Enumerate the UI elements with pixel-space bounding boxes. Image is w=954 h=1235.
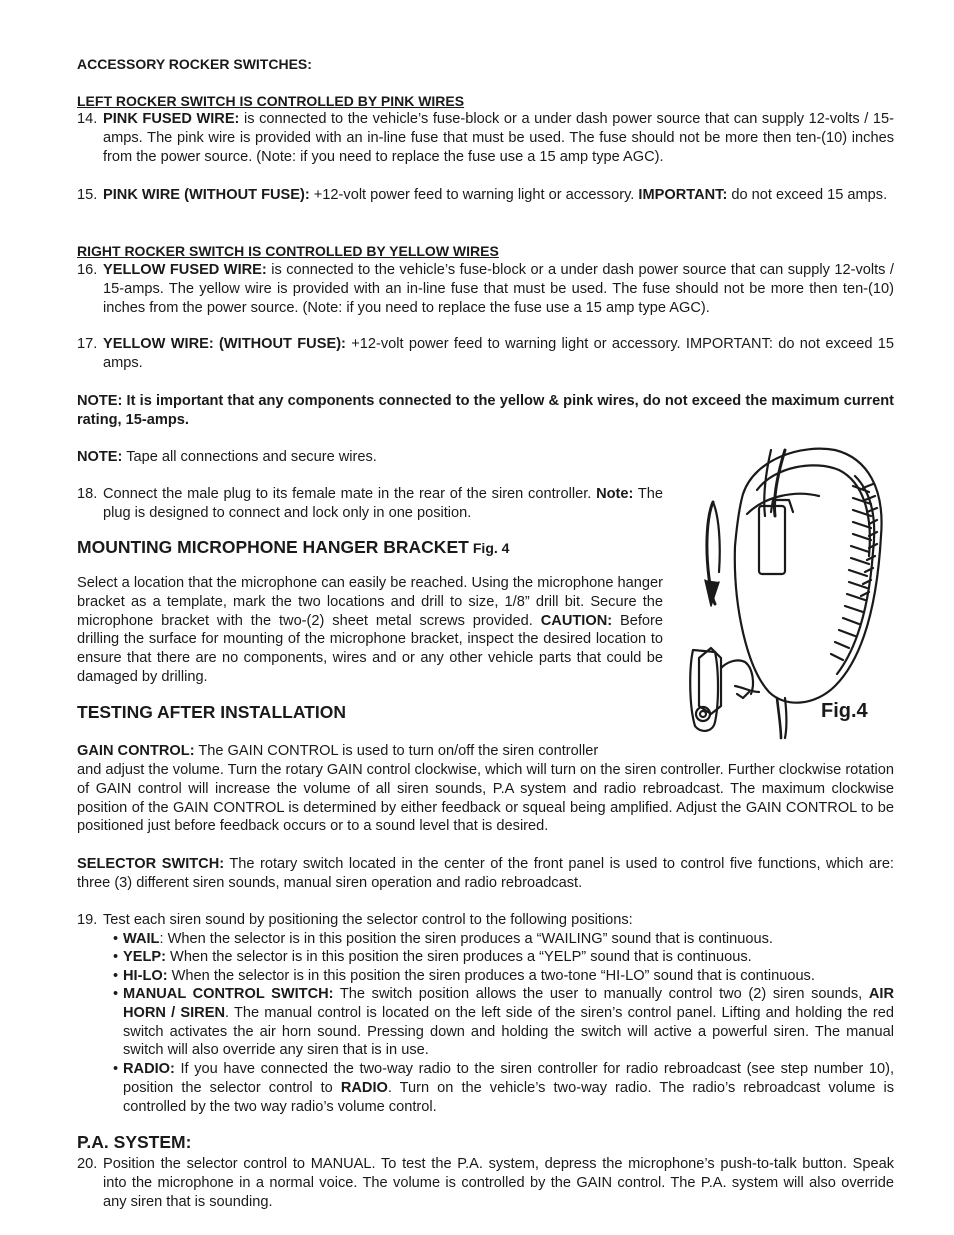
bullet-dot: • [113,949,119,965]
note-current-rating: NOTE: It is important that any components connected to the yellow & pink wires, do not exceed the maximum current rating, 15-amps. [77,393,894,428]
note-tape-text: Tape all connections and secure wires. [122,449,377,465]
hilo-label: HI-LO: [123,968,168,984]
gain-line-1 [77,742,663,761]
figure-label: Fig.4 [821,700,868,722]
wail-label: WAIL [123,931,160,947]
radio-text: If you have connected the two-way radio to the siren controller for radio rebroadcast (see step number 10), position the selector control to [123,1061,894,1096]
step-20-text: Position the selector control to MANUAL. To test the P.A. system, depress the microphone’s push-to-talk button. Speak into the microphone in a normal voice. The volume is controlled by the GAIN control. The P.A. system will also override any siren that is sounding. [103,1156,894,1210]
yellow-wire-label: YELLOW WIRE: (WITHOUT FUSE): [103,336,346,352]
step-14 [77,110,894,166]
gain-paragraph: and adjust the volume. Turn the rotary GAIN control clockwise, which will turn on the siren controller. Further clockwise rotation of GAIN control will increase the volume of all siren sounds, P.A system and radio rebroadcast. The maximum clockwise position of the GAIN CONTROL is determined by either feedback or squeal being amplified. Adjust the GAIN CONTROL to be positioned just before feedback occurs or to a sound level that is desired. [77,762,894,835]
important-label: IMPORTANT: [638,187,728,203]
step-14-text: is connected to the vehicle’s fuse-block or a under dash power source that can supply 12-volts / 15-amps. The pink wire is provided with an in-line fuse that must be used. The fuse should not be more then ten-(10) inches from the power source. (Note: if you need to replace the fuse use a 15 amp type AGC). [103,111,894,165]
step-15-text: +12-volt power feed to warning light or accessory. [309,187,639,203]
step-16-text: is connected to the vehicle’s fuse-block or a under dash power source that can supply 12-volts / 15-amps. The yellow wire is provided with an in-line fuse that must be used. The fuse should not be more then ten-(10) inches from the power source. (Note: if you need to replace the fuse use a 15 amp type AGC). [103,262,894,316]
bullet-manual [113,985,894,1060]
bullet-dot: • [113,986,119,1002]
selector-text: The rotary switch located in the center of the front panel is used to control five functions, which are: three (3) different siren sounds, manual siren operation and radio rebroadcast. [77,856,894,891]
step-15 [77,186,894,205]
manual-text: The switch position allows the user to manually control two (2) siren sounds, [333,986,869,1002]
manual-text-2: . The manual control is located on the left side of the siren’s control panel. Lifting and holding the red switch activates the air horn sound. Pressing down and holding the switch will active a powerful siren. The manual switch will also override any siren that is in use. [123,1004,894,1059]
microphone-figure [685,436,895,742]
yelp-label: YELP: [123,949,166,965]
bullet-wail [113,930,894,949]
note-label: Note: [596,486,634,502]
step-number: 18. [77,486,98,502]
mounting-heading-row [77,538,509,559]
step-number: 16. [77,262,98,278]
step-number: 17. [77,336,98,352]
step-18-text-2: The plug is designed to connect and lock only in one position. [103,486,663,521]
pa-system-heading: P.A. SYSTEM: [77,1132,192,1152]
bullet-dot: • [113,931,119,947]
pink-wire-label: PINK WIRE (WITHOUT FUSE): [103,187,310,203]
right-switch-heading: RIGHT ROCKER SWITCH IS CONTROLLED BY YELLOW WIRES [77,243,499,259]
radio-label: RADIO: [123,1061,175,1077]
manual-label: MANUAL CONTROL SWITCH: [123,986,334,1002]
caution-label: CAUTION: [540,612,613,629]
step-number: 19. [77,912,98,928]
step-number: 15. [77,187,98,203]
step-17-text: +12-volt power feed to warning light or accessory. IMPORTANT: do not exceed 15 amps. [103,336,895,371]
step-number: 14. [77,111,98,127]
mounting-text: Select a location that the microphone can easily be reached. Using the microphone hanger bracket as a template, mark the two locations and drill to size, 1/8” drill bit. Secure the microphone bracket with the two-(2) sheet metal screws provided. [77,575,663,629]
step-20 [77,1155,894,1211]
accessory-heading: ACCESSORY ROCKER SWITCHES: [77,56,312,72]
bullet-yelp [113,948,894,967]
step-18 [77,485,663,523]
step-18-text: Connect the male plug to its female mate in the rear of the siren controller. [103,486,597,502]
note-label: NOTE: [77,449,123,465]
bullet-dot: • [113,1061,119,1077]
radio-bold-word: RADIO [340,1079,388,1096]
yellow-fused-label: YELLOW FUSED WIRE: [103,262,267,278]
step-17 [77,335,894,373]
mounting-paragraph [77,574,663,687]
pink-fused-label: PINK FUSED WIRE: [103,111,240,127]
gain-control-label: GAIN CONTROL: [77,743,195,759]
wail-text: : When the selector is in this position the siren produces a “WAILING” sound that is continuous. [159,931,773,947]
fig-reference: Fig. 4 [472,540,510,556]
step-number: 20. [77,1156,98,1172]
air-horn-label: AIR HORN / SIREN [123,986,894,1021]
step-19-text: Test each siren sound by positioning the selector control to the following positions: [103,912,633,928]
gain-text-1: The GAIN CONTROL is used to turn on/off the siren controller [194,743,599,759]
mounting-text-2: Before drilling the surface for mounting of the microphone bracket, inspect the desired location to ensure that there are no components, wires and or any other vehicle parts that could be damaged by drilling. [77,612,663,685]
step-15-text-2: do not exceed 15 amps. [727,187,888,203]
selector-switch-label: SELECTOR SWITCH: [77,856,225,872]
left-switch-heading: LEFT ROCKER SWITCH IS CONTROLLED BY PINK WIRES [77,93,465,109]
bullet-dot: • [113,968,119,984]
mounting-heading: MOUNTING MICROPHONE HANGER BRACKET [77,537,469,557]
testing-heading: TESTING AFTER INSTALLATION [77,702,346,722]
step-16 [77,261,894,317]
yelp-text: When the selector is in this position the siren produces a “YELP” sound that is continuous. [165,949,752,965]
selector-paragraph [77,855,894,893]
bullet-radio [113,1060,894,1116]
bullet-hilo [113,967,894,986]
radio-text-2: . Turn on the vehicle’s two-way radio. The radio’s rebroadcast volume is controlled by the two way radio’s volume control. [123,1079,894,1115]
step-19 [77,911,894,930]
hilo-text: When the selector is in this position the siren produces a two-tone “HI-LO” sound that is continuous. [167,968,815,984]
